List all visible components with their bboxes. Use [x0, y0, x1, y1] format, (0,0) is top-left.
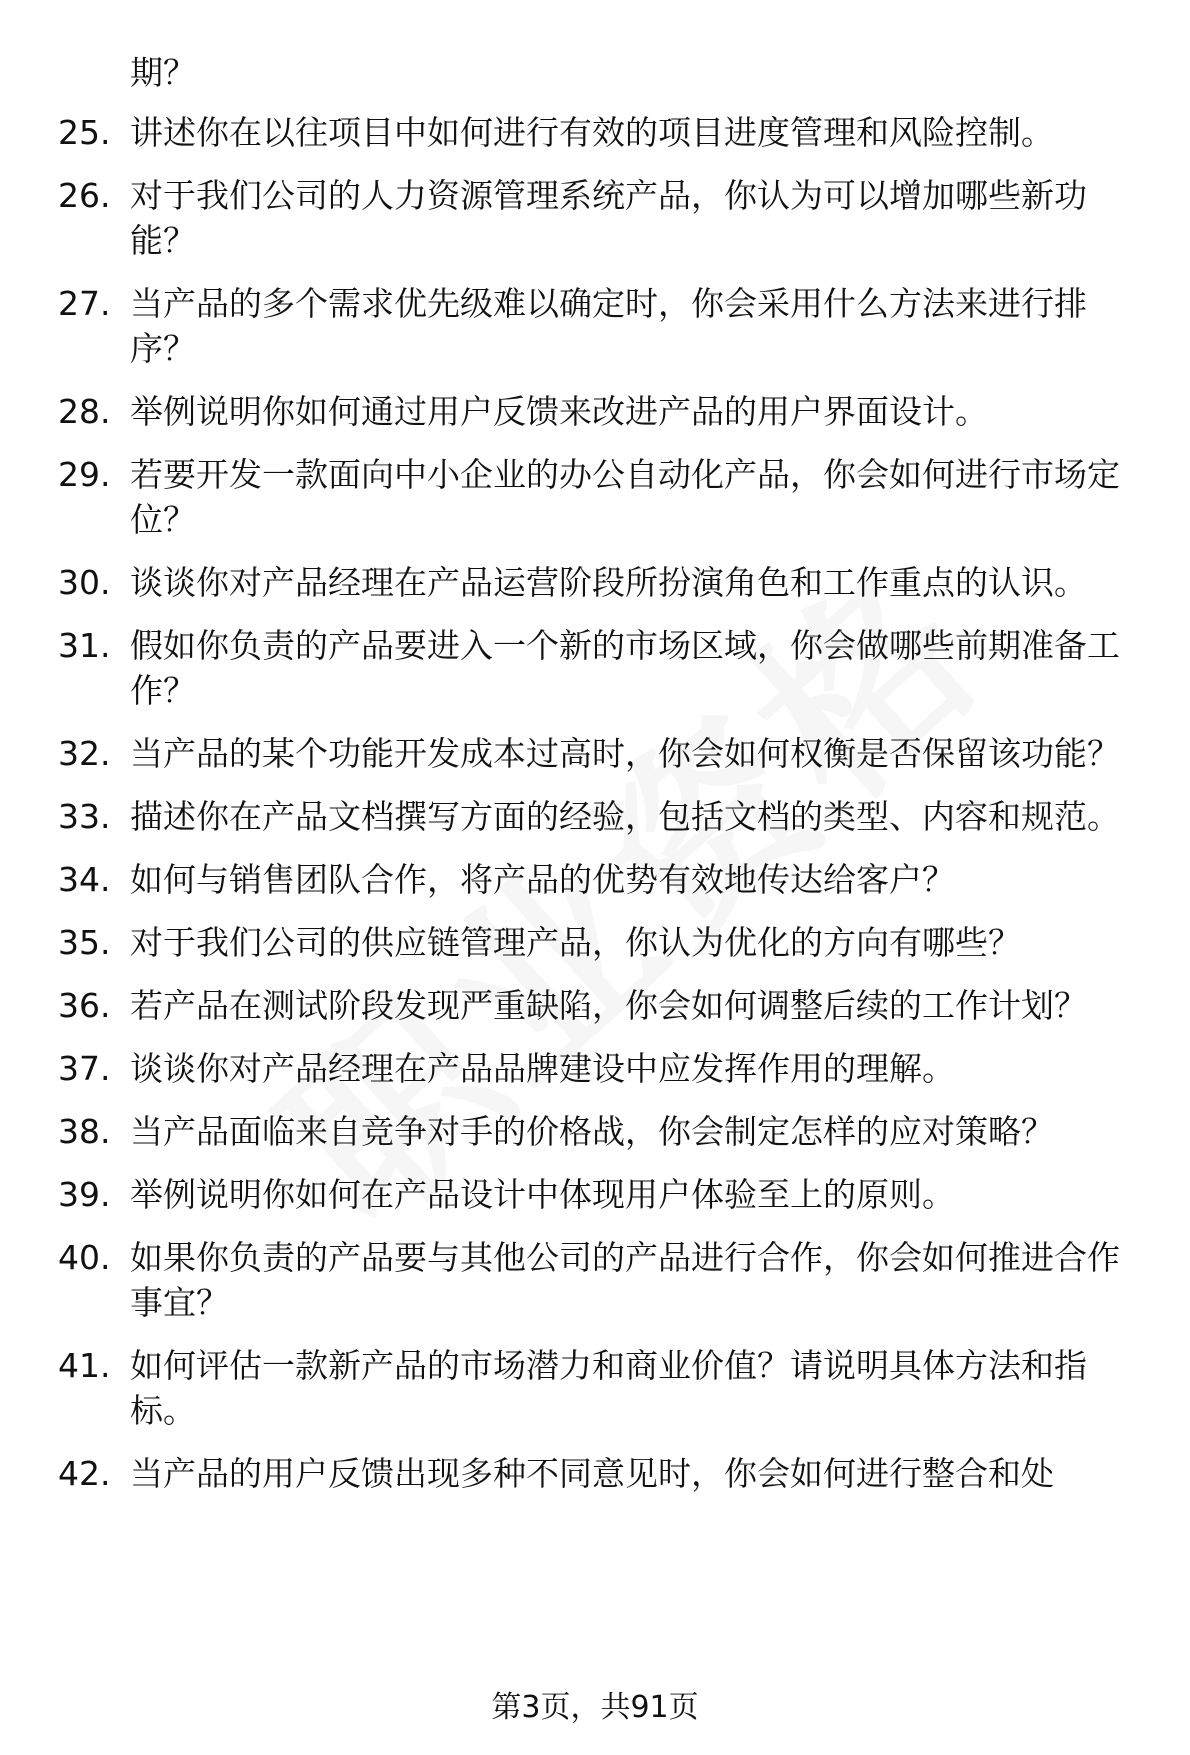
question-item [0, 560, 1190, 605]
continuation-text: 期？ [130, 53, 196, 92]
question-number: 37. [58, 1049, 111, 1088]
question-item [0, 920, 1190, 965]
question-text: 若要开发一款面向中小企业的办公自动化产品，你会如何进行市场定位？ [130, 455, 1120, 539]
question-text: 若产品在测试阶段发现严重缺陷，你会如何调整后续的工作计划？ [130, 986, 1087, 1025]
question-number: 38. [58, 1112, 111, 1151]
question-text: 讲述你在以往项目中如何进行有效的项目进度管理和风险控制。 [130, 113, 1054, 152]
question-item [0, 173, 1190, 263]
question-text: 当产品的某个功能开发成本过高时，你会如何权衡是否保留该功能？ [130, 734, 1120, 773]
question-text: 如何评估一款新产品的市场潜力和商业价值？请说明具体方法和指标。 [130, 1346, 1087, 1430]
question-number: 32. [58, 734, 111, 773]
question-text: 谈谈你对产品经理在产品运营阶段所扮演角色和工作重点的认识。 [130, 563, 1087, 602]
question-number: 35. [58, 923, 111, 962]
question-number: 39. [58, 1175, 111, 1214]
question-item [0, 794, 1190, 839]
question-number: 29. [58, 455, 111, 494]
question-number: 36. [58, 986, 111, 1025]
question-item [0, 452, 1190, 542]
question-number: 31. [58, 626, 111, 665]
question-text: 假如你负责的产品要进入一个新的市场区域，你会做哪些前期准备工作？ [130, 626, 1120, 710]
question-item [0, 1343, 1190, 1433]
question-number: 27. [58, 284, 111, 323]
page-footer: 第3页，共91页 [491, 1690, 699, 1725]
question-text: 举例说明你如何通过用户反馈来改进产品的用户界面设计。 [130, 392, 988, 431]
question-text: 谈谈你对产品经理在产品品牌建设中应发挥作用的理解。 [130, 1049, 955, 1088]
question-item [0, 1046, 1190, 1091]
question-text: 对于我们公司的供应链管理产品，你认为优化的方向有哪些？ [130, 923, 1021, 962]
question-number: 41. [58, 1346, 111, 1385]
question-item [0, 281, 1190, 371]
question-number: 34. [58, 860, 111, 899]
question-number: 30. [58, 563, 111, 602]
question-number: 42. [58, 1454, 111, 1493]
question-item [0, 731, 1190, 776]
question-item [0, 857, 1190, 902]
question-text: 当产品的多个需求优先级难以确定时，你会采用什么方法来进行排序？ [130, 284, 1087, 368]
question-number: 25. [58, 113, 111, 152]
question-item [0, 983, 1190, 1028]
question-item [0, 623, 1190, 713]
question-item [0, 1172, 1190, 1217]
question-text: 描述你在产品文档撰写方面的经验，包括文档的类型、内容和规范。 [130, 797, 1120, 836]
question-number: 40. [58, 1238, 111, 1277]
question-text: 如何与销售团队合作，将产品的优势有效地传达给客户？ [130, 860, 955, 899]
question-number: 26. [58, 176, 111, 215]
question-item [0, 389, 1190, 434]
question-item [0, 1109, 1190, 1154]
question-number: 33. [58, 797, 111, 836]
question-text: 当产品面临来自竞争对手的价格战，你会制定怎样的应对策略？ [130, 1112, 1054, 1151]
question-text: 如果你负责的产品要与其他公司的产品进行合作，你会如何推进合作事宜？ [130, 1238, 1120, 1322]
question-text: 举例说明你如何在产品设计中体现用户体验至上的原则。 [130, 1175, 955, 1214]
question-list [0, 110, 1190, 1514]
question-item [0, 1235, 1190, 1325]
question-text: 当产品的用户反馈出现多种不同意见时，你会如何进行整合和处 [130, 1454, 1054, 1493]
question-item [0, 110, 1190, 155]
question-item [0, 1451, 1190, 1496]
question-text: 对于我们公司的人力资源管理系统产品，你认为可以增加哪些新功能？ [130, 176, 1087, 260]
question-number: 28. [58, 392, 111, 431]
